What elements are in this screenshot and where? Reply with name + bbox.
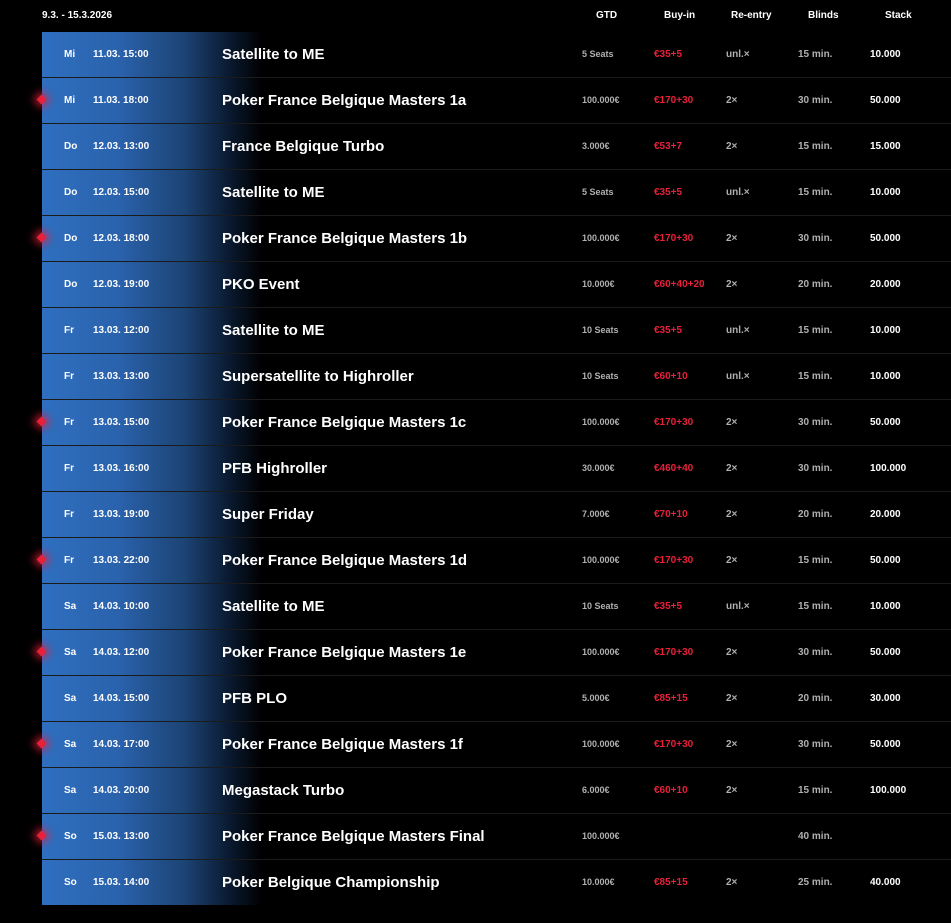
event-name: Poker France Belgique Masters 1d bbox=[222, 552, 468, 569]
event-name: Poker France Belgique Masters 1e bbox=[222, 644, 467, 661]
event-gtd: 100.000€ bbox=[582, 95, 620, 105]
event-day: Sa bbox=[64, 693, 77, 704]
event-stack: 100.000 bbox=[870, 785, 907, 796]
event-name: Poker France Belgique Masters 1c bbox=[222, 414, 467, 431]
event-blinds: 30 min. bbox=[798, 463, 833, 474]
event-stack: 100.000 bbox=[870, 463, 907, 474]
event-row[interactable] bbox=[42, 354, 951, 400]
event-stack: 10.000 bbox=[870, 325, 901, 336]
event-datetime: 14.03. 10:00 bbox=[93, 601, 150, 612]
event-datetime: 13.03. 19:00 bbox=[93, 509, 150, 520]
event-name: Poker France Belgique Masters 1f bbox=[222, 736, 463, 753]
event-buyin: €170+30 bbox=[654, 647, 694, 658]
event-blinds: 15 min. bbox=[798, 141, 833, 152]
event-name: Satellite to ME bbox=[222, 46, 325, 63]
event-name: PKO Event bbox=[222, 276, 300, 293]
event-gtd: 100.000€ bbox=[582, 831, 620, 841]
event-stack: 50.000 bbox=[870, 95, 901, 106]
event-datetime: 12.03. 13:00 bbox=[93, 141, 150, 152]
event-gtd: 10 Seats bbox=[582, 371, 619, 381]
event-blinds: 15 min. bbox=[798, 601, 833, 612]
event-reentry: 2× bbox=[726, 877, 738, 888]
event-gtd: 3.000€ bbox=[582, 141, 610, 151]
event-name: PFB PLO bbox=[222, 690, 288, 707]
event-day: Sa bbox=[64, 785, 77, 796]
event-buyin: €70+10 bbox=[654, 509, 688, 520]
event-blinds: 20 min. bbox=[798, 509, 833, 520]
event-blinds: 40 min. bbox=[798, 831, 833, 842]
event-row[interactable] bbox=[42, 400, 951, 446]
event-day: Fr bbox=[64, 463, 74, 474]
event-gtd: 100.000€ bbox=[582, 739, 620, 749]
event-row[interactable] bbox=[42, 308, 951, 354]
event-gtd: 30.000€ bbox=[582, 463, 615, 473]
event-datetime: 13.03. 13:00 bbox=[93, 371, 150, 382]
schedule-header bbox=[0, 0, 951, 32]
event-reentry: unl.× bbox=[726, 371, 750, 382]
event-blinds: 30 min. bbox=[798, 739, 833, 750]
event-reentry: unl.× bbox=[726, 187, 750, 198]
event-stack: 40.000 bbox=[870, 877, 901, 888]
event-day: Do bbox=[64, 141, 78, 152]
event-datetime: 13.03. 16:00 bbox=[93, 463, 150, 474]
column-header-blinds: Blinds bbox=[808, 10, 839, 21]
event-datetime: 15.03. 14:00 bbox=[93, 877, 150, 888]
event-stack: 30.000 bbox=[870, 693, 901, 704]
event-day: Fr bbox=[64, 555, 74, 566]
event-name: Satellite to ME bbox=[222, 322, 325, 339]
event-gtd: 10 Seats bbox=[582, 325, 619, 335]
event-day: Do bbox=[64, 279, 78, 290]
event-buyin: €85+15 bbox=[654, 693, 688, 704]
event-stack: 50.000 bbox=[870, 555, 901, 566]
event-stack: 50.000 bbox=[870, 417, 901, 428]
event-reentry: 2× bbox=[726, 647, 738, 658]
event-blinds: 30 min. bbox=[798, 95, 833, 106]
event-name: Super Friday bbox=[222, 506, 314, 523]
event-day: Mi bbox=[64, 49, 76, 60]
event-reentry: 2× bbox=[726, 141, 738, 152]
event-day: Sa bbox=[64, 601, 77, 612]
event-buyin: €60+10 bbox=[654, 371, 688, 382]
event-buyin: €35+5 bbox=[654, 601, 683, 612]
event-day: Sa bbox=[64, 739, 77, 750]
event-datetime: 14.03. 20:00 bbox=[93, 785, 150, 796]
event-stack: 20.000 bbox=[870, 509, 901, 520]
event-row[interactable] bbox=[42, 446, 951, 492]
event-reentry: 2× bbox=[726, 417, 738, 428]
event-row[interactable] bbox=[42, 262, 951, 308]
event-stack: 10.000 bbox=[870, 49, 901, 60]
event-buyin: €60+40+20 bbox=[654, 279, 705, 290]
event-blinds: 15 min. bbox=[798, 555, 833, 566]
event-day: So bbox=[64, 831, 77, 842]
event-blinds: 15 min. bbox=[798, 785, 833, 796]
event-row[interactable] bbox=[42, 676, 951, 722]
event-buyin: €35+5 bbox=[654, 49, 683, 60]
event-name: Poker Belgique Championship bbox=[222, 874, 440, 891]
event-day: So bbox=[64, 877, 77, 888]
event-name: Supersatellite to Highroller bbox=[222, 368, 414, 385]
event-row[interactable] bbox=[42, 78, 951, 124]
event-buyin: €85+15 bbox=[654, 877, 688, 888]
event-name: Poker France Belgique Masters 1b bbox=[222, 230, 468, 247]
event-blinds: 30 min. bbox=[798, 647, 833, 658]
event-blinds: 15 min. bbox=[798, 187, 833, 198]
event-datetime: 12.03. 15:00 bbox=[93, 187, 150, 198]
event-row[interactable] bbox=[42, 722, 951, 768]
event-datetime: 14.03. 17:00 bbox=[93, 739, 150, 750]
event-reentry: 2× bbox=[726, 233, 738, 244]
event-row[interactable] bbox=[42, 630, 951, 676]
event-reentry: 2× bbox=[726, 509, 738, 520]
event-datetime: 13.03. 12:00 bbox=[93, 325, 150, 336]
event-stack: 10.000 bbox=[870, 601, 901, 612]
event-day: Fr bbox=[64, 417, 74, 428]
event-reentry: 2× bbox=[726, 555, 738, 566]
event-gtd: 6.000€ bbox=[582, 785, 610, 795]
event-reentry: unl.× bbox=[726, 49, 750, 60]
event-blinds: 30 min. bbox=[798, 233, 833, 244]
event-gtd: 100.000€ bbox=[582, 417, 620, 427]
event-reentry: 2× bbox=[726, 95, 738, 106]
event-row[interactable] bbox=[42, 216, 951, 262]
event-blinds: 20 min. bbox=[798, 279, 833, 290]
event-gtd: 100.000€ bbox=[582, 233, 620, 243]
event-datetime: 15.03. 13:00 bbox=[93, 831, 150, 842]
event-day: Fr bbox=[64, 371, 74, 382]
event-row[interactable] bbox=[42, 584, 951, 630]
event-blinds: 15 min. bbox=[798, 325, 833, 336]
event-name: Satellite to ME bbox=[222, 184, 325, 201]
event-blinds: 15 min. bbox=[798, 371, 833, 382]
event-gtd: 5 Seats bbox=[582, 187, 614, 197]
date-range: 9.3. - 15.3.2026 bbox=[42, 10, 113, 21]
column-header-stack: Stack bbox=[885, 10, 912, 21]
event-name: PFB Highroller bbox=[222, 460, 328, 477]
event-datetime: 14.03. 15:00 bbox=[93, 693, 150, 704]
event-buyin: €170+30 bbox=[654, 95, 694, 106]
event-reentry: 2× bbox=[726, 279, 738, 290]
event-gtd: 100.000€ bbox=[582, 647, 620, 657]
event-reentry: unl.× bbox=[726, 325, 750, 336]
event-buyin: €35+5 bbox=[654, 187, 683, 198]
event-buyin: €170+30 bbox=[654, 555, 694, 566]
column-header-buyin: Buy-in bbox=[664, 10, 696, 21]
event-row[interactable] bbox=[42, 170, 951, 216]
event-datetime: 14.03. 12:00 bbox=[93, 647, 150, 658]
event-stack: 20.000 bbox=[870, 279, 901, 290]
event-stack: 50.000 bbox=[870, 647, 901, 658]
event-day: Do bbox=[64, 187, 78, 198]
event-datetime: 12.03. 19:00 bbox=[93, 279, 150, 290]
event-datetime: 13.03. 22:00 bbox=[93, 555, 150, 566]
event-day: Fr bbox=[64, 325, 74, 336]
event-name: Megastack Turbo bbox=[222, 782, 345, 799]
event-gtd: 10 Seats bbox=[582, 601, 619, 611]
event-gtd: 10.000€ bbox=[582, 279, 615, 289]
event-day: Mi bbox=[64, 95, 76, 106]
event-buyin: €53+7 bbox=[654, 141, 683, 152]
event-datetime: 13.03. 15:00 bbox=[93, 417, 150, 428]
event-reentry: 2× bbox=[726, 693, 738, 704]
event-blinds: 20 min. bbox=[798, 693, 833, 704]
event-name: France Belgique Turbo bbox=[222, 138, 385, 155]
event-buyin: €35+5 bbox=[654, 325, 683, 336]
event-datetime: 11.03. 18:00 bbox=[93, 95, 149, 106]
event-datetime: 11.03. 15:00 bbox=[93, 49, 149, 60]
event-gtd: 5.000€ bbox=[582, 693, 610, 703]
event-buyin: €460+40 bbox=[654, 463, 694, 474]
event-gtd: 100.000€ bbox=[582, 555, 620, 565]
event-row[interactable] bbox=[42, 814, 951, 860]
event-stack: 10.000 bbox=[870, 187, 901, 198]
event-name: Poker France Belgique Masters 1a bbox=[222, 92, 467, 109]
column-header-reentry: Re-entry bbox=[731, 10, 772, 21]
event-stack: 15.000 bbox=[870, 141, 901, 152]
event-row[interactable] bbox=[42, 32, 951, 78]
event-reentry: unl.× bbox=[726, 601, 750, 612]
event-gtd: 10.000€ bbox=[582, 877, 615, 887]
event-stack: 50.000 bbox=[870, 233, 901, 244]
event-reentry: 2× bbox=[726, 463, 738, 474]
event-buyin: €170+30 bbox=[654, 233, 694, 244]
event-buyin: €170+30 bbox=[654, 417, 694, 428]
event-buyin: €60+10 bbox=[654, 785, 688, 796]
event-blinds: 15 min. bbox=[798, 49, 833, 60]
event-day: Do bbox=[64, 233, 78, 244]
event-reentry: 2× bbox=[726, 739, 738, 750]
event-day: Fr bbox=[64, 509, 74, 520]
event-day: Sa bbox=[64, 647, 77, 658]
event-row[interactable] bbox=[42, 860, 951, 905]
event-row[interactable] bbox=[42, 538, 951, 584]
event-blinds: 25 min. bbox=[798, 877, 833, 888]
event-datetime: 12.03. 18:00 bbox=[93, 233, 150, 244]
event-gtd: 5 Seats bbox=[582, 49, 614, 59]
column-header-gtd: GTD bbox=[596, 10, 618, 21]
event-row[interactable] bbox=[42, 492, 951, 538]
event-stack: 10.000 bbox=[870, 371, 901, 382]
event-buyin: €170+30 bbox=[654, 739, 694, 750]
event-gtd: 7.000€ bbox=[582, 509, 610, 519]
event-blinds: 30 min. bbox=[798, 417, 833, 428]
event-name: Satellite to ME bbox=[222, 598, 325, 615]
event-list bbox=[42, 32, 951, 905]
event-row[interactable] bbox=[42, 124, 951, 170]
event-name: Poker France Belgique Masters Final bbox=[222, 828, 485, 845]
event-row[interactable] bbox=[42, 768, 951, 814]
event-reentry: 2× bbox=[726, 785, 738, 796]
event-stack: 50.000 bbox=[870, 739, 901, 750]
